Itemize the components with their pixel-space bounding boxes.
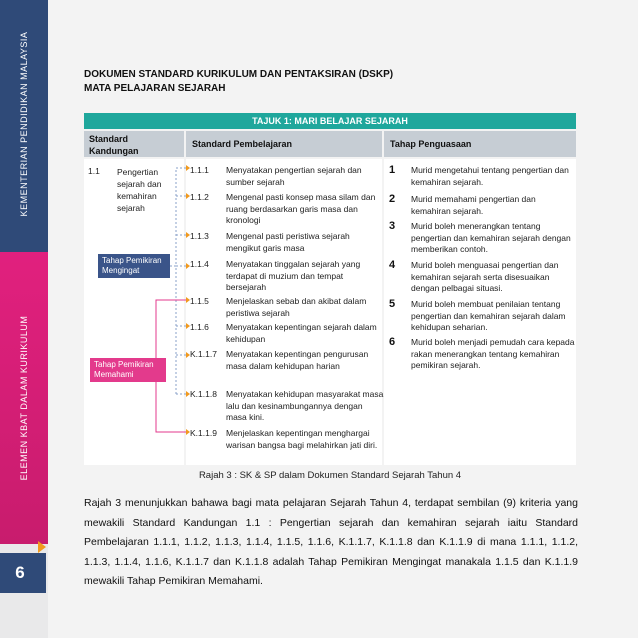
- tag-tahap-pemikiran-mengingat: Tahap Pemikiran Mengingat: [98, 254, 170, 278]
- page-number: 6: [15, 563, 25, 582]
- tp-text: Murid boleh menguasai pengertian dan kemahiran sejarah serta disesuaikan dengan pelbagai situasi.: [411, 260, 559, 293]
- sp-code: K.1.1.9: [190, 428, 217, 438]
- sidebar: [0, 0, 48, 638]
- sp-text: Mengenal pasti konsep masa silam dan ruang berdasarkan garis masa dan kronologi: [226, 192, 376, 225]
- tp-level: 6: [389, 336, 396, 348]
- tp-level: 1: [389, 164, 396, 176]
- figure-caption: Rajah 3 : SK & SP dalam Dokumen Standard Sejarah Tahun 4: [198, 470, 462, 481]
- sp-code: K.1.1.7: [190, 349, 217, 359]
- document-title-line2: MATA PELAJARAN SEJARAH: [84, 83, 226, 94]
- sidebar-top-text: KEMENTERIAN PENDIDIKAN MALAYSIA: [19, 31, 29, 217]
- page-marker-arrow-icon: [38, 541, 46, 553]
- sp-text: Menjelaskan sebab dan akibat dalam peristiwa sejarah: [226, 296, 367, 318]
- sp-code: 1.1.4: [190, 259, 209, 269]
- tp-level: 3: [389, 220, 396, 232]
- sp-code: 1.1.1: [190, 165, 209, 175]
- document-title: [84, 68, 393, 96]
- standard-kandungan-text: Pengertian sejarah dan kemahiran sejarah: [117, 167, 162, 213]
- sp-code: 1.1.2: [190, 192, 209, 202]
- tp-text: Murid mengetahui tentang pengertian dan kemahiran sejarah.: [411, 165, 569, 187]
- sp-code: 1.1.6: [190, 322, 209, 332]
- sp-text: Menyatakan tinggalan sejarah yang terdapat di muzium dan tempat bersejarah: [226, 259, 361, 292]
- sp-text: Menyatakan pengertian sejarah dan sumber sejarah: [226, 165, 362, 187]
- tp-text: Murid boleh menerangkan tentang pengertian dan kemahiran sejarah dengan memberikan contoh.: [411, 221, 571, 254]
- sp-code: K.1.1.8: [190, 389, 217, 399]
- sidebar-bottom-text: ELEMEN KBAT DALAM KURIKULUM: [19, 315, 29, 481]
- tp-text: Murid boleh membuat penilaian tentang pengertian dan kemahiran sejarah dalam kehidupan seharian.: [411, 299, 566, 332]
- table-banner: TAJUK 1: MARI BELAJAR SEJARAH: [84, 113, 576, 129]
- tp-text: Murid memahami pengertian dan kemahiran sejarah.: [411, 194, 536, 216]
- tp-level: 2: [389, 193, 396, 205]
- sp-text: Menyatakan kepentingan sejarah dalam kehidupan: [226, 322, 377, 344]
- tp-level: 5: [389, 298, 396, 310]
- sp-code: 1.1.3: [190, 231, 209, 241]
- sp-code: 1.1.5: [190, 296, 209, 306]
- tp-text: Murid boleh menjadi pemudah cara kepada rakan menerangkan tentang kemahiran pemikiran sejarah.: [411, 337, 575, 370]
- header-tahap-penguasaan: Tahap Penguasaan: [384, 131, 576, 157]
- sidebar-blue-band: [0, 0, 48, 252]
- sp-text: Mengenal pasti peristiwa sejarah mengikut garis masa: [226, 231, 350, 253]
- standard-kandungan-code: 1.1: [88, 166, 100, 176]
- document-title-line1: DOKUMEN STANDARD KURIKULUM DAN PENTAKSIRAN (DSKP): [84, 69, 394, 80]
- sp-text: Menjelaskan kepentingan menghargai warisan bangsa bagi melahirkan jati diri.: [226, 428, 378, 450]
- sp-text: Menyatakan kepentingan pengurusan masa dalam kehidupan harian: [226, 349, 369, 371]
- header-standard-pembelajaran: Standard Pembelajaran: [186, 131, 382, 157]
- header-standard-kandungan: Standard Kandungan: [84, 131, 184, 157]
- tag-tahap-pemikiran-memahami: Tahap Pemikiran Memahami: [90, 358, 166, 382]
- body-paragraph: Rajah 3 menunjukkan bahawa bagi mata pelajaran Sejarah Tahun 4, terdapat sembilan (9) kriteria yang mewakili Standard Kandungan 1.1 : Pengertian sejarah dan kemahiran sejarah iaitu Standard Pembelajaran 1.1.1, 1.1.2, 1.1.3, 1.1.4, 1.1.5, 1.1.6, K.1.1.7, K.1.1.8 dan K.1.1.9 di mana 1.1.1, 1.1.2, 1.1.3, 1.1.4, 1.1.6, K.1.1.7 dan K.1.1.8 adalah Tahap Pemikiran Mengingat manakala 1.1.5 dan K.1.1.9 mewakili Tahap Pemikiran Memahami.: [84, 497, 578, 587]
- sp-text: Menyatakan kehidupan masyarakat masa lalu dan kesinambungannya dengan masa kini.: [226, 389, 384, 422]
- tp-level: 4: [389, 259, 396, 271]
